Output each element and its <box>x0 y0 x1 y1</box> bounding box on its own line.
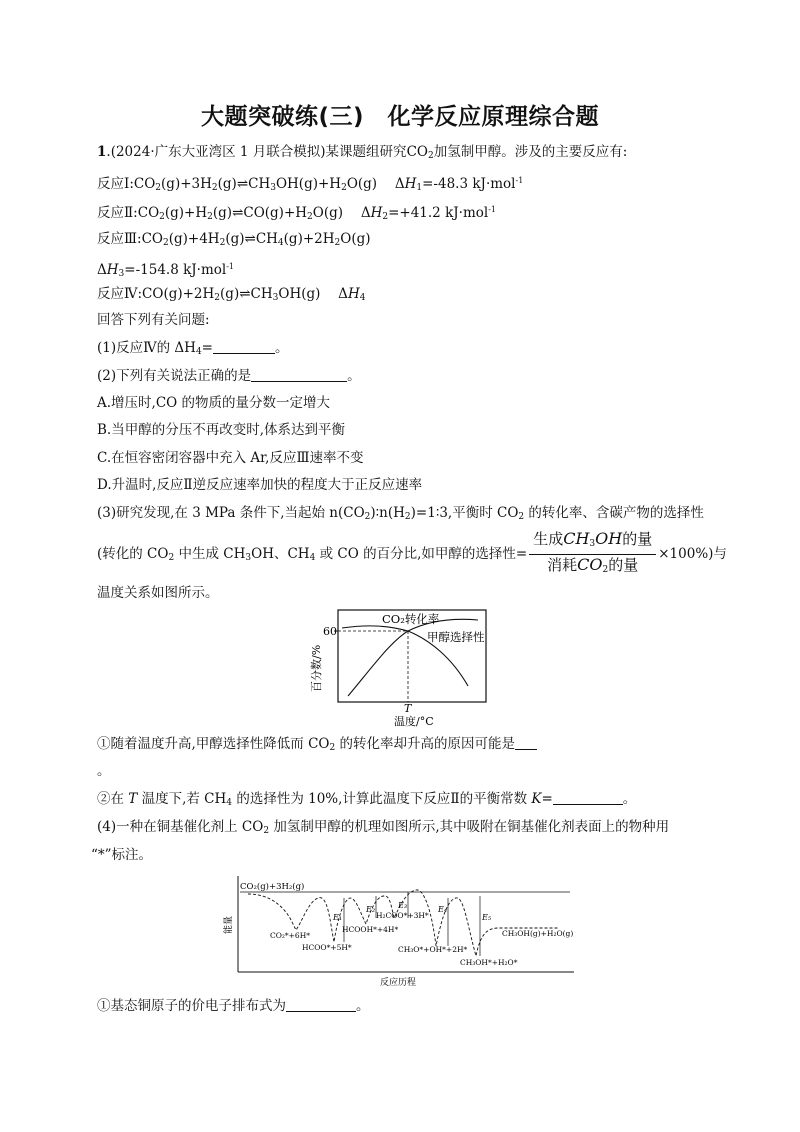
reaction-2: 反应$Ⅱ:CO_2(g)+H_2(g)\rightleftharpoons CO(g)+H_2O(g)$ $\Delta H_2=+41.2$ kJ·mol$^{-1}$ <box>97 205 496 222</box>
y-axis-label: 能量 <box>224 915 234 934</box>
option-a: A.增压时,CO 的物质的量分数一定增大 <box>97 395 331 411</box>
subquestion-3-1: ①随着温度升高,甲醇选择性降低而 $CO_2$ 的转化率却升高的原因可能是 <box>97 735 537 757</box>
state-label: CH₃O*+OH*+2H* <box>398 945 468 954</box>
reaction-4: 反应$Ⅳ:CO(g)+2H_2(g)\rightleftharpoons CH_3OH(g)$ $\Delta H_4$ <box>97 286 366 303</box>
part-3-selectivity-definition: (转化的 $CO_2$ 中生成 $CH_3OH$、$CH_4$ 或 CO 的百分比,如甲醇的选择性= $\frac{生成CH_3OH的量}{消耗CO_2的量}$ ×100%)与 <box>97 529 727 580</box>
page-title: 大题突破练(三) 化学反应原理综合题 <box>200 104 600 130</box>
x-axis-label: 温度/°C <box>394 715 434 728</box>
state-label: H₂COO*+3H* <box>376 911 429 920</box>
answer-prompt: 回答下列有关问题: <box>97 312 210 328</box>
state-label: CH₃OH*+H₂O* <box>460 958 518 967</box>
subquestion-3-1-end: 。 <box>97 763 111 779</box>
state-label: HCOOH*+4H* <box>342 925 399 934</box>
barrier-label: E₃ <box>398 901 408 910</box>
reaction-3: 反应$Ⅲ:CO_2(g)+4H_2(g)\rightleftharpoons CH_4(g)+2H_2O(g)$ <box>97 231 371 248</box>
equilibrium-arrow-icon: ⇌ <box>236 176 249 192</box>
state-label: HCOO*+5H* <box>302 943 352 952</box>
temperature-chart <box>290 604 510 728</box>
answer-blank[interactable] <box>553 790 623 805</box>
series-label-selectivity: 甲醇选择性 <box>427 630 485 644</box>
part-3-line3: 温度关系如图所示。 <box>97 585 219 601</box>
part-4-line2: “*”标注。 <box>91 847 153 863</box>
energy-profile-diagram <box>218 872 584 990</box>
state-label: CO₂*+6H* <box>270 931 310 940</box>
part-3: (3)研究发现,在 3 MPa 条件下,当起始 $n(CO_2)∶n(H_2)=1∶3$,平衡时 $CO_2$ 的转化率、含碳产物的选择性 <box>97 505 704 522</box>
option-b: B.当甲醇的分压不再改变时,体系达到平衡 <box>97 422 346 438</box>
answer-blank[interactable] <box>515 735 537 750</box>
part-4: (4)一种在铜基催化剂上 $CO_2$ 加氢制甲醇的机理如图所示,其中吸附在铜基催化剂表面上的物种用 <box>97 819 670 836</box>
option-c: C.在恒容密闭容器中充入 Ar,反应Ⅲ速率不变 <box>97 450 364 466</box>
reaction-1: 反应$Ⅰ:CO_2(g)+3H_2(g)\rightleftharpoons CH_3OH(g)+H_2O(g)$ $\Delta H_1=-48.3$ kJ·mol$^{-1}$ <box>97 176 524 193</box>
subquestion-4-1: ①基态铜原子的价电子排布式为 。 <box>97 998 370 1014</box>
start-state-label: CO₂(g)+3H₂(g) <box>240 882 305 892</box>
option-d: D.升温时,反应Ⅱ逆反应速率加快的程度大于正反应速率 <box>97 477 423 493</box>
reaction-3-enthalpy: $\Delta H_3=-154.8$ kJ·mol$^{-1}$ <box>97 262 235 279</box>
part-1: (1)反应Ⅳ的 $\Delta H_4=$ 。 <box>97 340 289 357</box>
equilibrium-arrow-icon: ⇌ <box>244 231 256 247</box>
part-2: (2)下列有关说法正确的是 。 <box>97 368 361 384</box>
equilibrium-arrow-icon: ⇌ <box>239 286 251 302</box>
series-label-conversion: CO₂转化率 <box>382 612 440 626</box>
answer-blank[interactable] <box>251 367 347 382</box>
barrier-label: E₂ <box>366 905 376 914</box>
barrier-label: E₁ <box>333 913 343 922</box>
answer-blank[interactable] <box>286 997 356 1012</box>
barrier-label: E₄ <box>438 905 448 914</box>
question-1-intro: 1.(2024·广东大亚湾区 1 月联合模拟)某课题组研究$CO_2$加氢制甲醇。涉及的主要反应有: <box>97 144 628 161</box>
state-label: CH₃OH(g)+H₂O(g) <box>502 929 574 938</box>
subquestion-3-2: ②在 T 温度下,若 $CH_4$ 的选择性为 10%,计算此温度下反应Ⅱ的平衡常数 K= 。 <box>97 791 637 808</box>
equilibrium-arrow-icon: ⇌ <box>232 205 244 221</box>
y-tick-label: 60 <box>323 625 337 638</box>
y-axis-label: 百分数/% <box>310 644 323 692</box>
x-tick-label: T <box>404 702 412 715</box>
selectivity-fraction: $\frac{生成CH_3OH的量}{消耗CO_2的量}$ <box>529 529 656 580</box>
barrier-label: E₅ <box>482 913 492 922</box>
x-axis-label: 反应历程 <box>380 978 417 988</box>
answer-blank[interactable] <box>213 339 275 354</box>
